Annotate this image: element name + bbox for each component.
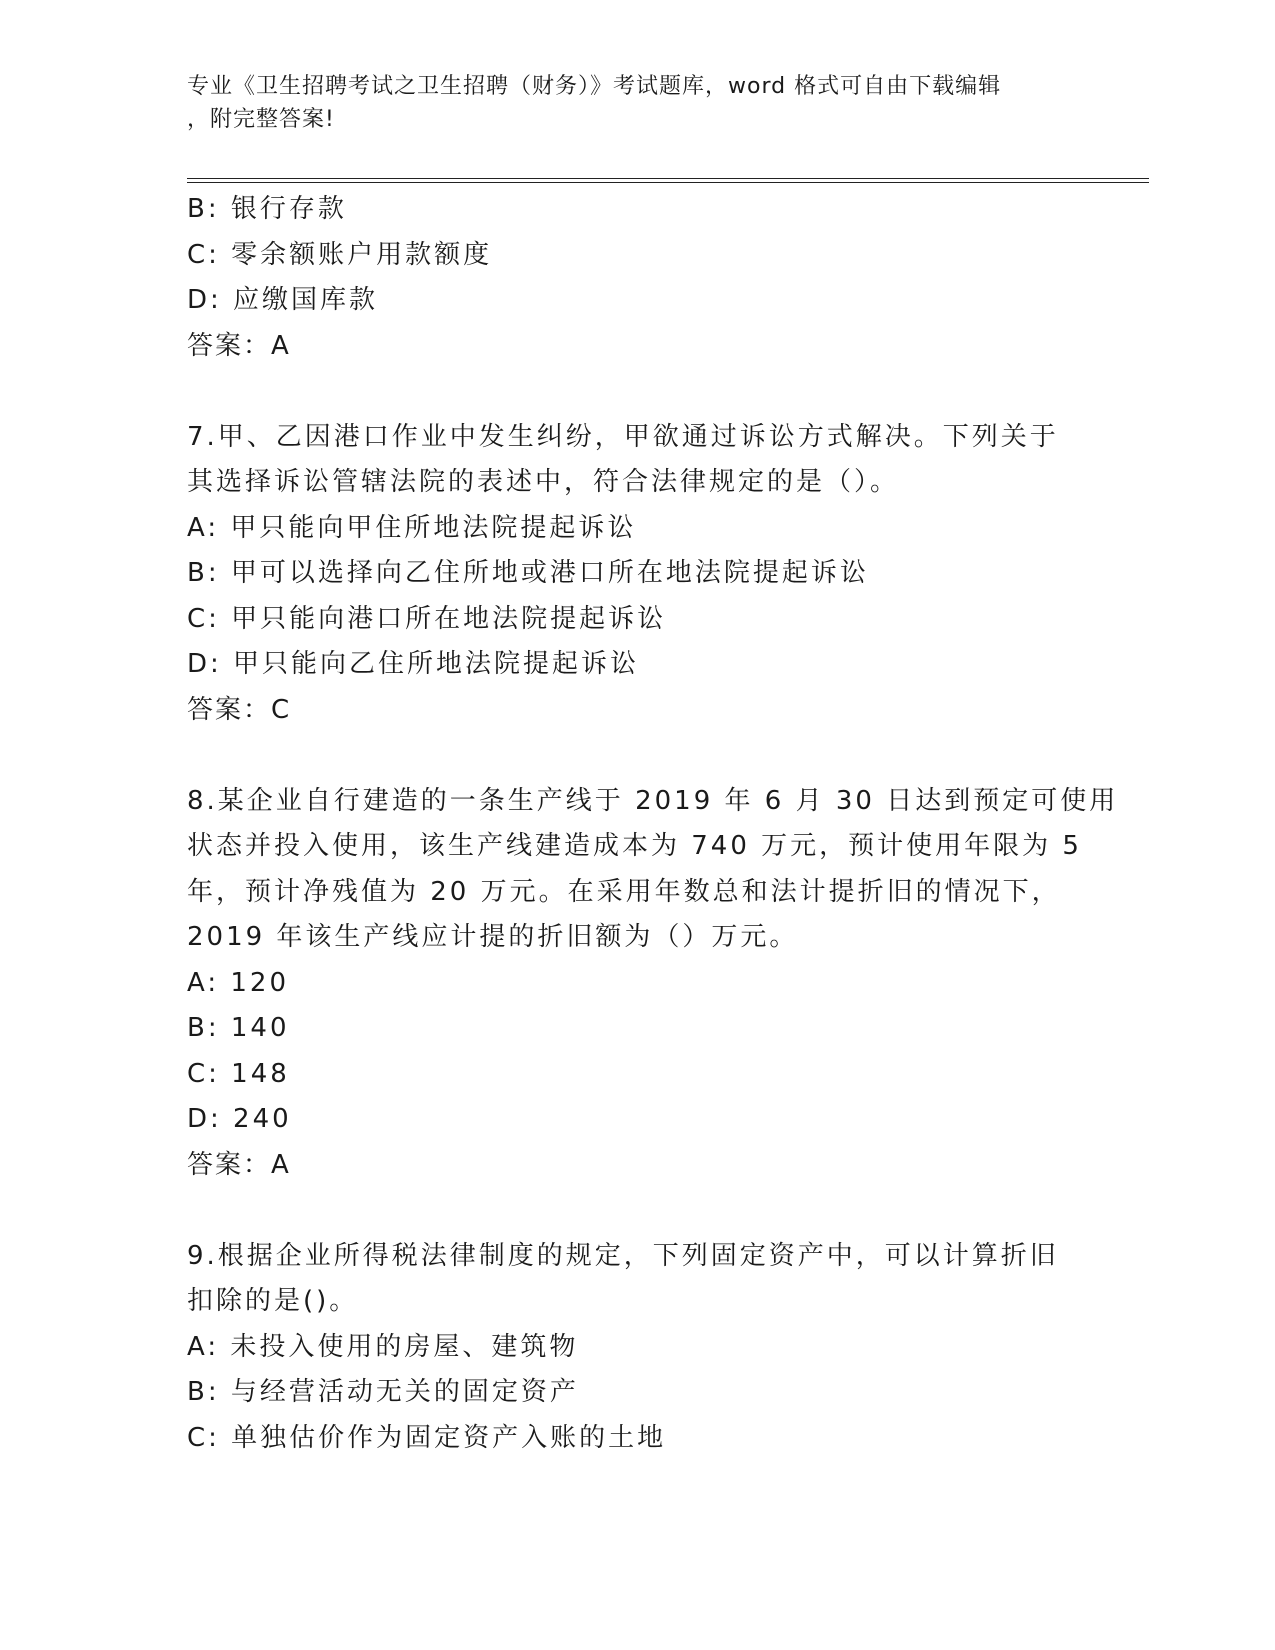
- question-stem-line: 扣除的是()。: [187, 1286, 359, 1316]
- question-8: [187, 779, 1119, 1189]
- question-stem-line: 状态并投入使用，该生产线建造成本为 740 万元，预计使用年限为 5: [187, 831, 1082, 861]
- question-stem-line: 7.甲、乙因港口作业中发生纠纷，甲欲通过诉讼方式解决。下列关于: [187, 421, 1059, 452]
- prev-question: [187, 187, 1067, 369]
- option-b: B: 140: [187, 1013, 290, 1043]
- question-7: [187, 415, 1067, 734]
- question-stem-line: 8.某企业自行建造的一条生产线于 2019 年 6 月 30 日达到预定可使用: [187, 785, 1119, 816]
- option-a: A: 甲只能向甲住所地法院提起诉讼: [187, 512, 637, 543]
- header-title-line-2: ，附完整答案!: [187, 107, 335, 132]
- option-a: A: 未投入使用的房屋、建筑物: [187, 1331, 579, 1362]
- document-body: [187, 187, 1119, 1461]
- option-b: B: 甲可以选择向乙住所地或港口所在地法院提起诉讼: [187, 558, 869, 588]
- answer-line: 答案：A: [187, 330, 291, 361]
- answer-line: 答案：C: [187, 694, 292, 725]
- option-c: C: 甲只能向港口所在地法院提起诉讼: [187, 603, 667, 634]
- question-stem-line: 9.根据企业所得税法律制度的规定，下列固定资产中，可以计算折旧: [187, 1240, 1059, 1271]
- option-c: C: 零余额账户用款额度: [187, 239, 493, 270]
- option-d: D: 应缴国库款: [187, 285, 379, 315]
- option-d: D: 240: [187, 1104, 292, 1134]
- option-b: B: 银行存款: [187, 194, 347, 224]
- answer-line: 答案：A: [187, 1149, 291, 1180]
- spacer: [187, 733, 1067, 779]
- header-title-line-1: 专业《卫生招聘考试之卫生招聘（财务）》考试题库，word 格式可自由下载编辑: [187, 74, 1002, 99]
- option-b: B: 与经营活动无关的固定资产: [187, 1377, 579, 1407]
- option-a: A: 120: [187, 967, 289, 998]
- option-c: C: 148: [187, 1058, 290, 1089]
- question-stem-line: 其选择诉讼管辖法院的表述中，符合法律规定的是（）。: [187, 467, 900, 497]
- spacer: [187, 369, 1067, 415]
- option-c: C: 单独估价作为固定资产入账的土地: [187, 1422, 667, 1453]
- question-9: [187, 1234, 1067, 1462]
- spacer: [187, 1188, 1067, 1234]
- header-double-rule: [187, 178, 1149, 183]
- document-header: [187, 70, 1067, 136]
- question-stem-line: 年，预计净残值为 20 万元。在采用年数总和法计提折旧的情况下，: [187, 876, 1061, 907]
- option-d: D: 甲只能向乙住所地法院提起诉讼: [187, 649, 640, 679]
- question-stem-line: 2019 年该生产线应计提的折旧额为（）万元。: [187, 922, 799, 952]
